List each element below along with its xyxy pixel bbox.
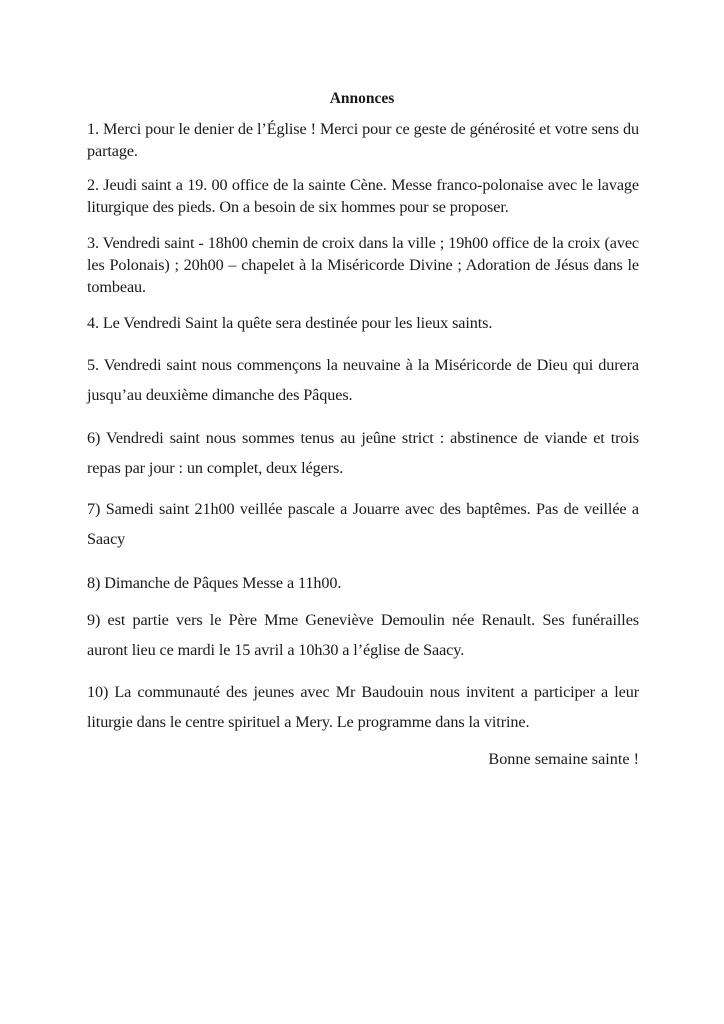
announcement-4: 4. Le Vendredi Saint la quête sera destinée pour les lieux saints. (87, 314, 493, 332)
announcement-2: 2. Jeudi saint a 19. 00 office de la sainte Cène. Messe franco-polonaise avec le lavage liturgique des pieds. On a besoin de six hommes pour se proposer. (87, 176, 639, 216)
announcement-7: 7) Samedi saint 21h00 veillée pascale a Jouarre avec des baptêmes. Pas de veillée a Saacy (87, 500, 639, 548)
closing-line: Bonne semaine sainte ! (488, 750, 639, 768)
announcement-9: 9) est partie vers le Père Mme Geneviève Demoulin née Renault. Ses funérailles auront lieu ce mardi le 15 avril a 10h30 a l’église de Saacy. (87, 611, 639, 659)
announcement-6: 6) Vendredi saint nous sommes tenus au jeûne strict : abstinence de viande et trois repas par jour : un complet, deux légers. (87, 429, 639, 477)
announcement-8: 8) Dimanche de Pâques Messe a 11h00. (87, 574, 342, 592)
announcement-1: 1. Merci pour le denier de l’Église ! Merci pour ce geste de générosité et votre sens du partage. (87, 120, 639, 160)
page-title: Annonces (329, 90, 395, 107)
announcement-3: 3. Vendredi saint - 18h00 chemin de croix dans la ville ; 19h00 office de la croix (avec les Polonais) ; 20h00 – chapelet à la Miséricorde Divine ; Adoration de Jésus dans le tombeau. (87, 234, 639, 296)
announcement-10: 10) La communauté des jeunes avec Mr Baudouin nous invitent a participer a leur liturgie dans le centre spirituel a Mery. Le programme dans la vitrine. (87, 683, 639, 731)
announcement-5: 5. Vendredi saint nous commençons la neuvaine à la Miséricorde de Dieu qui durera jusqu’au deuxième dimanche des Pâques. (87, 356, 639, 404)
